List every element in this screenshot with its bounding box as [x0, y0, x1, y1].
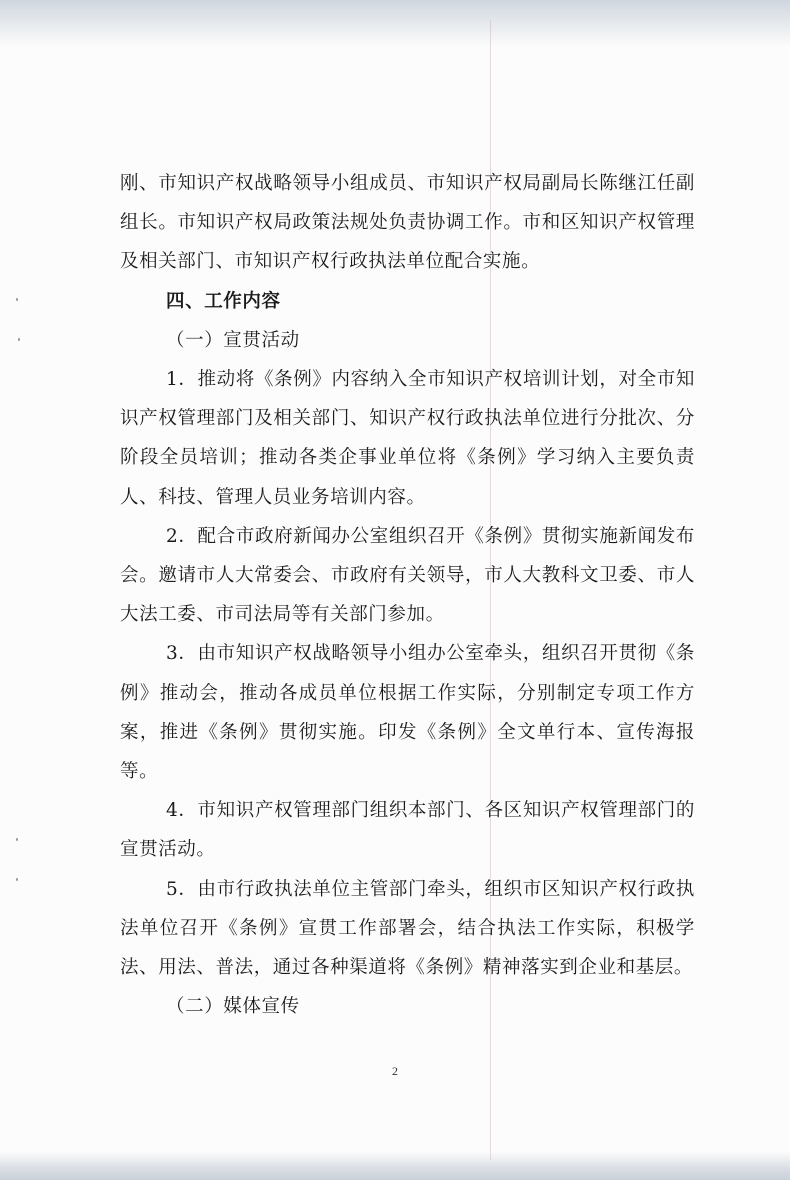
list-item: 1．推动将《条例》内容纳入全市知识产权培训计划，对全市知识产权管理部门及相关部门、知识产权行政执法单位进行分批次、分阶段全员培训；推动各类企事业单位将《条例》学习纳入主要负责人、科技、管理人员业务培训内容。	[120, 369, 695, 508]
scan-speck	[18, 338, 20, 341]
list-item: 4．市知识产权管理部门组织本部门、各区知识产权管理部门的宣贯活动。	[120, 800, 695, 861]
list-item: 2．配合市政府新闻办公室组织召开《条例》贯彻实施新闻发布会。邀请市人大常委会、市政府有关领导，市人大教科文卫委、市人大法工委、市司法局等有关部门参加。	[120, 525, 695, 626]
page-number: 2	[392, 1064, 398, 1078]
scan-edge-bottom	[0, 1152, 790, 1180]
list-item: 3．由市知识产权战略领导小组办公室牵头，组织召开贯彻《条例》推动会，推动各成员单位根据工作实际，分别制定专项工作方案，推进《条例》贯彻实施。印发《条例》全文单行本、宣传海报等。	[120, 643, 695, 783]
paragraph-continuation: 刚、市知识产权战略领导小组成员、市知识产权局副局长陈继江任副组长。市知识产权局政策法规处负责协调工作。市和区知识产权管理及相关部门、市知识产权行政执法单位配合实施。	[120, 173, 695, 273]
list-item: 5．由市行政执法单位主管部门牵头，组织市区知识产权行政执法单位召开《条例》宣贯工作部署会，结合执法工作实际，积极学法、用法、普法，通过各种渠道将《条例》精神落实到企业和基层。	[120, 878, 695, 979]
scan-speck	[16, 838, 18, 841]
subsection-heading: （二）媒体宣传	[166, 996, 300, 1018]
section-heading: 四、工作内容	[166, 290, 281, 312]
document-body	[120, 164, 695, 1026]
scan-edge-top	[0, 0, 790, 46]
scan-speck	[16, 298, 18, 301]
subsection-heading: （一）宣贯活动	[166, 329, 300, 351]
scan-speck	[16, 878, 18, 881]
